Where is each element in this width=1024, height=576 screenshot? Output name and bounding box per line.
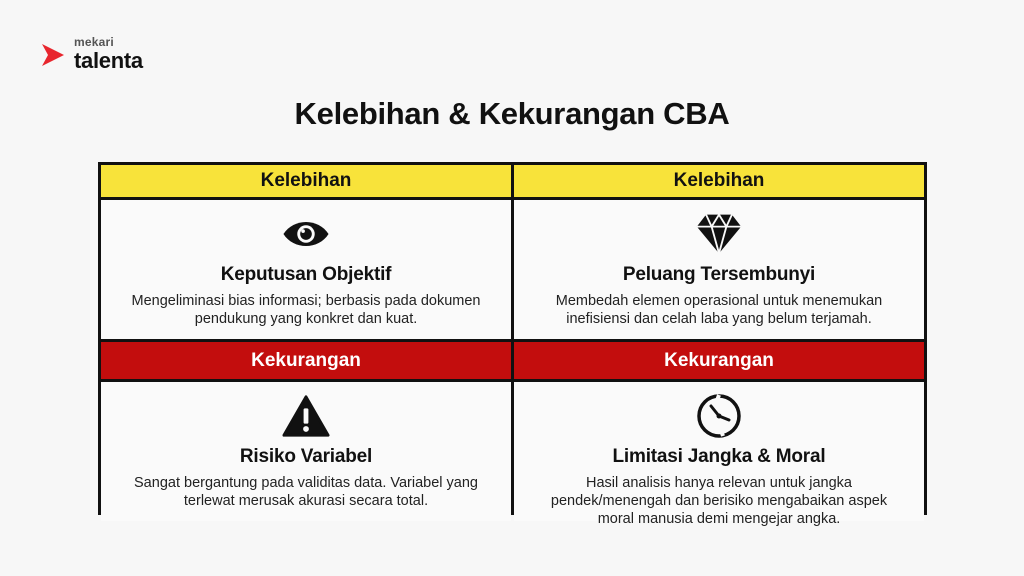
logo-brand-small: mekari — [74, 35, 114, 49]
con-cell-variable-risk — [101, 382, 511, 521]
logo-brand-name: talenta — [74, 48, 143, 73]
warning-icon — [282, 392, 330, 440]
logo-text — [74, 36, 143, 72]
pro-cell-hidden-opportunity — [514, 200, 924, 339]
pro-title-hidden-opportunity: Peluang Tersembunyi — [622, 264, 816, 285]
pro-header-right: Kelebihan — [514, 165, 924, 197]
con-cell-time-moral-limit — [514, 382, 924, 528]
con-desc-time-moral-limit: Hasil analisis hanya relevan untuk jangka pendek/menengah dan berisiko mengabaikan aspek moral manusia demi mengejar angka. — [550, 475, 888, 528]
brand-logo — [38, 36, 143, 72]
eye-icon — [282, 210, 330, 258]
page-title: Kelebihan & Kekurangan CBA — [294, 96, 730, 131]
broken-clock-icon — [695, 392, 743, 440]
pro-desc-objective: Mengeliminasi bias informasi; berbasis pada dokumen pendukung yang konkret dan kuat. — [131, 293, 481, 328]
comparison-table — [98, 162, 927, 528]
logo-arrow-icon — [38, 40, 68, 70]
pro-desc-hidden-opportunity: Membedah elemen operasional untuk menemukan inefisiensi dan celah laba yang belum terjamah. — [555, 293, 883, 328]
pro-cell-objective — [101, 200, 511, 339]
pro-header-left: Kelebihan — [101, 165, 511, 197]
diamond-icon — [695, 210, 743, 258]
con-title-variable-risk: Risiko Variabel — [239, 446, 373, 467]
con-title-time-moral-limit: Limitasi Jangka & Moral — [612, 446, 826, 467]
con-desc-variable-risk: Sangat bergantung pada validitas data. Variabel yang terlewat merusak akurasi secara total. — [134, 475, 478, 510]
con-header-right: Kekurangan — [514, 342, 924, 379]
con-header-left: Kekurangan — [101, 342, 511, 379]
pro-title-objective: Keputusan Objektif — [220, 264, 392, 285]
